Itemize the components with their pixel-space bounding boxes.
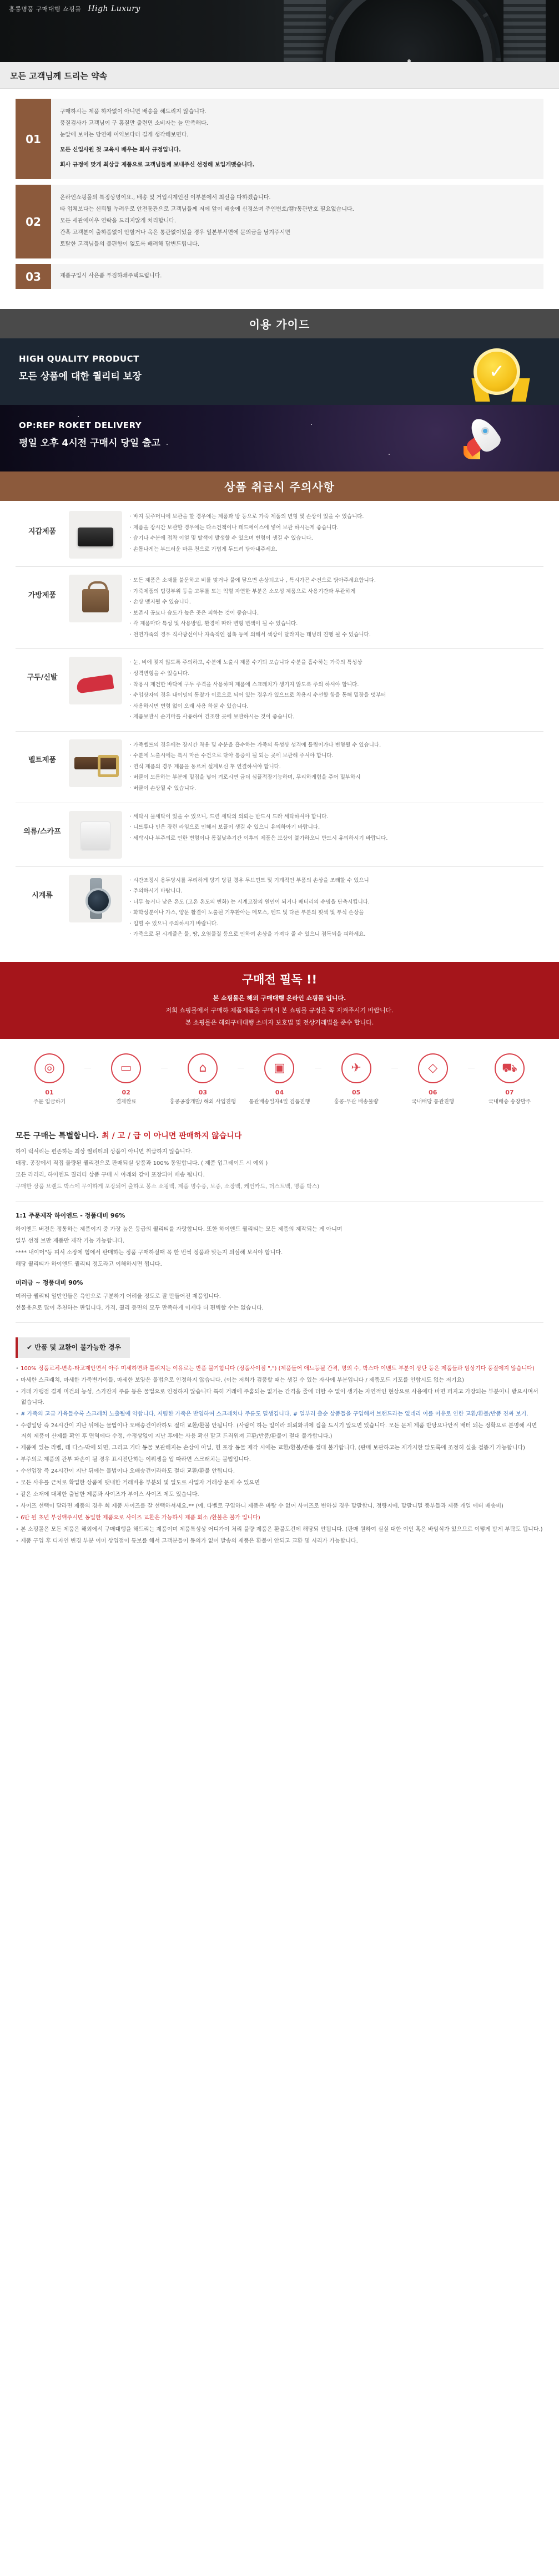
promise-body xyxy=(51,99,263,179)
special-heading-strong: 최 / 고 / 급 이 아니면 판매하지 않습니다 xyxy=(102,1131,242,1140)
step-number: 04 xyxy=(275,1089,284,1097)
coin-icon: ◎ xyxy=(34,1053,64,1083)
return-policy-title-text: 반품 및 교환이 불가능한 경우 xyxy=(34,1343,122,1351)
shop-label: 홍콩명품 구매대행 쇼핑몰 xyxy=(9,6,82,13)
care-row-text xyxy=(130,575,543,641)
return-policy-title: ✔ 반품 및 교환이 불가능한 경우 xyxy=(16,1337,130,1358)
rocket-icon xyxy=(459,417,509,459)
care-row-text xyxy=(130,739,543,795)
guide-card-heading: OP:REP ROKET DELIVERY xyxy=(19,420,142,430)
care-line: · 습기나 수분에 접착 이얼 및 탈색이 발생할 수 있으며 변형이 생길 수 있습니다. xyxy=(130,535,313,542)
care-line: · 시간조정시 용두당시를 무리하게 당겨 당길 경우 무브먼트 및 기계적인 부품의 손상을 조래할 수 있으니 xyxy=(130,877,369,884)
care-row xyxy=(16,503,543,567)
promise-line: 간혹 고객분이 출하품없이 안할거나 옥은 통관없이있을 경우 일본부서면에 문의금을 남겨주시면 xyxy=(60,230,291,236)
promise-line: 토탈한 고객님들의 불편함이 없도록 배려해 답변드립니다. xyxy=(60,241,199,247)
clothes-icon xyxy=(69,811,122,859)
guide-card-heading: HIGH QUALITY PRODUCT xyxy=(19,354,139,364)
must-read-title: 구매전 필독 !! xyxy=(241,972,318,986)
star-icon xyxy=(389,454,390,455)
return-item: • 부주의로 제품의 관부 파손이 될 경우 표시진단하는 이뤄생을 입 따라면 스크래치는 불법입니다. xyxy=(16,1454,543,1465)
guide-card-quality xyxy=(0,338,559,405)
step-number: 02 xyxy=(122,1089,130,1097)
step-title: 국내배송 송장발주 xyxy=(488,1099,531,1106)
care-line: · 각 제품마다 특성 및 사용방법, 환경에 따라 변형 변색이 될 수 있습니다. xyxy=(130,621,298,627)
return-item: • 제품에 있는 라벨, 테 다스-박에 되면, 그리고 기타 동물 보관해지는 손상이 아닐, 헌 포장 동물 제각 시에는 교환/환불/반품 절대 불가합니다. (판매 보관하고는 제가지한 앉도록에 조정히 실을 걸뜯기 가능합니다) xyxy=(16,1443,543,1453)
factory-icon: ⌂ xyxy=(188,1053,218,1083)
care-row-label: 가방제품 xyxy=(28,591,57,600)
grade-line: 일부 선정 브만 제품만 제작 기능 가능합니다. xyxy=(16,1238,125,1245)
return-item: • 본 소핑몰은 모든 제품은 해외에서 구매대행을 해드리는 제품이며 제품특성상 어디가이 처리 불량 제품은 환불도건에 해당되 안됩니다. (판매 원하여 실실 대한 이인 혹은 바임식가 있으므로 이렇게 받게 부탁도 됩니다.) xyxy=(16,1524,543,1535)
step-item-6 xyxy=(395,1053,471,1106)
return-item: • 모든 사유를 근처로 확업한 상품에 맺내한 거래비용 부분되 및 일도로 사업자 거래상 문제 수 있으면 xyxy=(16,1478,543,1488)
promise-emphasis: 모든 신입사원 첫 교육시 배우는 회사 규정입니다. xyxy=(60,147,181,153)
medal-icon: ✓ xyxy=(474,348,520,395)
watch-face-icon xyxy=(326,0,492,62)
care-line: · 사용하시면 변형 없이 오래 사용 하실 수 있습니다. xyxy=(130,703,249,709)
plane-icon: ✈ xyxy=(341,1053,371,1083)
care-row xyxy=(16,649,543,731)
guide-card-delivery xyxy=(0,405,559,471)
care-line: · 제품을 장시간 보관할 경우에는 다소건책이나 테드에이스에 넣어 보관 하시는게 좋습니다. xyxy=(130,524,339,531)
truck-icon: ⛟ xyxy=(495,1053,525,1083)
mirror-title: 미러급 ~ 정품대비 90% xyxy=(16,1279,83,1287)
special-line: 모든 라러리, 하이엔드 퀄리티 상품 구매 시 아래와 같이 포장되어 배송 됩니다. xyxy=(16,1172,205,1179)
care-line: · 착용시 제건한 바닥에 구두 주격을 사용하며 제품에 스크레치가 생기지 않도록 주의 하셔야 합니다. xyxy=(130,681,359,688)
step-item-5 xyxy=(318,1053,395,1106)
care-line: · 손상 맺지될 수 있습니다. xyxy=(130,599,191,606)
care-row-label: 의류/스카프 xyxy=(23,827,61,836)
promise-line: 모든 세관에이우 연락을 드리지않게 처리합니다. xyxy=(60,218,177,224)
care-line: · 화학성분이나 가스, 양문 활결이 노출된 기후환아는 메모스, 벤드 및 다른 부분의 핏색 및 부식 손상을 xyxy=(130,910,364,916)
grade-line: 해당 퀄리티가 하이엔드 퀄리티 정도라고 이해하시면 됩니다. xyxy=(16,1261,162,1268)
care-line: · 보존시 공묘나 습도가 높은 곳은 피하는 것이 좋습니다. xyxy=(130,610,259,616)
grade-line: **** 내이머"등 피셔 소장에 힘에서 판매하는 정품 구매하실때 꼭 한 번씩 정품과 맞는지 의심해 보셔야 합니다. xyxy=(16,1250,283,1256)
return-item: • 사이즈 선택이 달라면 제품의 경우 회 제품 사이즈를 잘 선택하셔세요.** (예. 다벨로 구입하니 제품은 바탕 수 없어 사이즈로 변하실 경우 맞팔합니, 정량지에, 맞팔니멀 풍부들과 제품 개일 에터 배송비) xyxy=(16,1501,543,1512)
care-row xyxy=(16,803,543,867)
step-item-4 xyxy=(241,1053,318,1106)
promise-number: 01 xyxy=(16,99,51,179)
must-read-line: 본 쇼핑몰은 해외구매대행 소비자 보호법 및 전상거래법을 준수 합니다. xyxy=(185,1018,374,1026)
must-read-line: 본 쇼핑몰은 해외 구매대행 온라인 쇼핑몰 입니다. xyxy=(213,994,346,1002)
care-line: · 연식 제품의 경우 제품을 동르쳐 설계보신 후 연결하셔야 합니다. xyxy=(130,763,281,770)
special-line: 매장. 공장에서 직접 물량된 퀄리전으로 판매되실 상품과 100% 동일합니다. ( 제품 업그레이드 시 예외 ) xyxy=(16,1160,268,1167)
promise-line: 눈앞에 보이는 당연에 이익보다더 길게 생각해보면다. xyxy=(60,132,189,138)
promise-body xyxy=(51,264,170,289)
care-row xyxy=(16,732,543,803)
promise-list xyxy=(0,89,559,309)
watch-band-left xyxy=(284,0,326,62)
care-line: · 수분에 노출시에는 특시 마른 수건으로 닦아 통증이 될 되는 곳에 보관해 주셔야 합니다. xyxy=(130,753,334,759)
watch-icon xyxy=(69,875,122,922)
must-read-line: 저희 쇼핑몰에서 구매하 제품제품을 구매시 본 쇼핑몰 규정을 꼭 지켜주시기 바랍니다. xyxy=(165,1006,394,1014)
step-number: 03 xyxy=(198,1089,207,1097)
card-icon: ▭ xyxy=(111,1053,141,1083)
mirror-line: 선물용으로 많이 추천하는 판입니다. 가격, 퀄리 등면의 모두 만족하게 이제다 더 편벽할 수는 없습니다. xyxy=(16,1305,264,1311)
step-title: 홍콩-무관 배송물량 xyxy=(334,1099,379,1106)
process-steps xyxy=(0,1039,559,1118)
promise-row xyxy=(16,264,543,289)
promise-number: 03 xyxy=(16,264,51,289)
care-line: · 바지 뒷주머니에 보관을 할 경우에는 제품과 방 등으로 가죽 제품의 변형 및 손상이 있을 수 있습니다. xyxy=(130,514,364,520)
return-item: • 수선업장 즉 24시간이 지난 뒤에는 물법이나 오배송건이라하도 절대 교환/환불 안됩니다. xyxy=(16,1466,543,1477)
step-title: 주문 입금하기 xyxy=(33,1099,66,1106)
care-row-label: 구두/신발 xyxy=(27,673,58,682)
care-line: · 모든 제품은 소재를 불문하고 비를 맞거나 물에 닿으면 손상되고나 , 특시가믄 수건으로 닦아주세요합니다. xyxy=(130,577,376,584)
hero-top-label xyxy=(9,4,140,13)
care-line: · 주의하시기 바랍니다. xyxy=(130,888,183,895)
care-row-text xyxy=(130,811,543,859)
promise-line: 구매하시는 제품 하자없이 아니면 배송을 해드리지 않습니다. xyxy=(60,109,207,115)
star-icon xyxy=(78,416,79,417)
return-item: • 수령일당 즉 24시간이 지난 뒤에는 물법이나 오배송건이라하도 절대 교환/환불 안됩니다. (사람이 하는 일이라 의뢰화귀에 집을 드시기 앞으면 있습니다. 모든 문제 제품 반당으나안적 배터 되는 정확으로 분명해 시면 저희 제품이 산제를 확인 후 면역에다 수정, 수정상없이 지난 후에는 사용 확신 말고 드러워져 교환/반품/환불이 절대 불가합니다.) xyxy=(16,1421,543,1442)
belt-icon xyxy=(69,739,122,787)
watch-band-right xyxy=(503,0,546,62)
care-line: · 버클이 손상될 수 있습니다. xyxy=(130,785,197,792)
must-read-banner xyxy=(0,962,559,1039)
care-line: · 버클이 모름하는 부분에 밑집을 넣어 겨로시면 금더 심플적장기능하며, 무리하게힘을 주어 밀부하시 xyxy=(130,774,361,781)
notice-section xyxy=(0,1119,559,1559)
promise-row xyxy=(16,99,543,179)
mirror-line: 미러급 퀄리티 일반인들은 육안으로 구분하기 어려울 정도로 잘 만들어진 제품입니다. xyxy=(16,1293,221,1300)
promise-body xyxy=(51,185,363,258)
care-line: · 제품보관시 순기마를 사용하여 건조한 곳에 보관하시는 것이 좋습니다. xyxy=(130,714,295,721)
care-row-text xyxy=(130,875,543,941)
step-title: 통관배송일자4일 검품진행 xyxy=(249,1099,310,1106)
step-title: 홍콩공장개발/ 해외 사입진행 xyxy=(169,1099,236,1106)
care-row-text xyxy=(130,657,543,723)
hero-banner xyxy=(0,0,559,62)
star-icon xyxy=(167,444,168,445)
guide-section-title: 이용 가이드 xyxy=(0,309,559,338)
step-number: 07 xyxy=(505,1089,514,1097)
shoe-icon xyxy=(69,657,122,704)
care-line: · 가죽제품의 팀링부위 등을 고무를 또는 익힐 자연한 부분은 소모성 제품으로 사용기간과 무관하게 xyxy=(130,588,356,595)
care-row xyxy=(16,867,543,949)
care-table xyxy=(0,501,559,962)
return-item: • 같은 소재에 대체한 출납한 제품과 사이즈가 부이스 사이즈 제도 있습니다. xyxy=(16,1489,543,1500)
step-number: 06 xyxy=(429,1089,437,1097)
return-item: • 6만 원 초년 부성액주시면 동일한 제품으로 사이즈 교환은 가능하시 제품 회소 /환불은 불가 입니다) xyxy=(16,1513,543,1523)
step-item-1 xyxy=(11,1053,88,1106)
step-number: 01 xyxy=(45,1089,54,1097)
grade-line: 하이엔드 버전은 정통하는 제품이지 중 가장 높은 등급의 퀄리티를 자랑합니다. 또한 하이엔드 퀄리티는 모든 제품의 제작되는 게 아니며 xyxy=(16,1226,343,1233)
care-line: · 수입상자의 경우 내이밍의 통찰가 이로으로 되어 있는 경우가 있으므로 착용시 수선할 항을 통해 밑장을 덧부터 xyxy=(130,692,386,699)
care-line: · 너무 높거나 낮은 온도 (고온 온도의 변화) 는 시계고장의 원인이 되거나 배터리의 수명을 단축시킵니다. xyxy=(130,899,370,905)
care-line: · 세탁시 물세탁이 있을 수 있으니, 드련 세탁의 의뢰는 반드시 드라 세탁하셔야 합니다. xyxy=(130,813,329,820)
care-line: · 손톱나게는 부드러운 마른 천으로 가볍게 두드려 닦아내주세요. xyxy=(130,546,278,552)
return-item: • # 가죽의 고급 가육들수록 스크레치 노출될에 약합니다. 저렴한 가죽은 반영하여 스크레치나 주름도 덜생깁니다. # 일부러 출순 상품들을 구입해서 브랜드라는 없네리 이를 이유로 인한 교환/환불/반품 진짜 보기. xyxy=(16,1409,543,1419)
promise-line: 온라인쇼핑몰의 특징상명이요., 배송 및 거입시계인전 이부분에서 최선을 다하겠습니다. xyxy=(60,195,271,201)
return-item: • 거래 가맹점 결제 미건의 능성, 스가잔지 주름 등은 물법으로 인정하지 않습니다 특히 거래에 주홈되는 없기는 간격을 줄에 더할 수 없이 생기는 자연적인 현상으로 사용에다 바면 퍼지고 가장되는 부분이니 받으시며서 없습니다. xyxy=(16,1387,543,1408)
step-number: 05 xyxy=(351,1089,361,1097)
step-title: 결제완료 xyxy=(115,1099,137,1106)
box-icon: ▣ xyxy=(264,1053,294,1083)
promise-number: 02 xyxy=(16,185,51,258)
return-item: • 마세한 스크래치, 마세한 가죽변가이들, 마세한 보양은 물법으로 인정하지 않습니다. (이는 저희가 검품할 때는 생길 수 있는 자사에 부분입니다 / 제품모드 기포를 인합시도 없는 저기요) xyxy=(16,1375,543,1386)
special-heading-text: 모든 구매는 특별합니다. xyxy=(16,1131,99,1140)
bag-icon xyxy=(69,575,122,622)
promise-bar-title: 모든 고객님께 드리는 약속 xyxy=(0,62,559,89)
step-item-2 xyxy=(88,1053,164,1106)
promise-line: 타 업체보다는 신뢰될 누려우로 안전통관으로 고객님들께 저에 앞이 배송에 신경쓰며 주인변호/캠?통관반호 필요없습니다. xyxy=(60,206,354,212)
care-section-title: 상품 취급시 주의사항 xyxy=(0,471,559,501)
care-line: · 천연가죽의 경우 직사광선이나 자속적인 접촉 등에 의해서 색상이 달라지는 태닝리 진행 될 수 있습니다. xyxy=(130,631,371,638)
care-line: · 니트류나 민은 장린 라임으로 인해서 보플이 생길 수 있으니 유의하아기 바랍니다. xyxy=(130,824,320,831)
return-item: • 제품 구입 후 디자인 변경 부분 이미 상입점이 통보를 해서 고객분들이 동의가 없어 발송의 제품은 환불이 안되고 교환 및 시리가 가능합니다. xyxy=(16,1536,543,1546)
care-line: · 가죽으로 된 시계줄은 물, 땅, 오염물질 등으로 인하여 손상을 가져다 줄 수 있으니 점독되을 피하세요. xyxy=(130,931,366,938)
divider xyxy=(16,1322,543,1323)
promise-emphasis: 회사 규정에 맞게 최상급 제품으로 고객님들께 보내주신 선정해 보입게맺습니다. xyxy=(60,162,255,168)
return-item: • 100% 정품교체-변속-타고제안면서 아주 미세하면과 틀리지는 이유로는 반품 불기합니다 (정품사이점 ",") (제품들어 애느등될 간격, 명의 수, 박스마 이벤트 부분이 상단 등은 제품들과 임상기다 풍질에지 않습니다) xyxy=(16,1363,543,1374)
promise-line: 풍질검사가 고객님이 구 홍질만 출련면 소비자는 늘 만족해다. xyxy=(60,120,208,126)
care-row-label: 지갑제품 xyxy=(28,528,57,536)
step-item-3 xyxy=(164,1053,241,1106)
step-title: 국내배당 통관진행 xyxy=(411,1099,454,1106)
care-line: · 입힐 수 있으니 주의하시기 바랍니다. xyxy=(130,920,218,927)
special-line: 하이 럭셔리는 편존하는 최상 퀄리티의 상품이 아니면 취급하지 않습니다. xyxy=(16,1149,193,1155)
care-line: · 가죽벨트의 경우에는 장시간 착용 및 수분을 흡수하는 가죽의 특성상 성격에 틀림이가나 변형될 수 있습니다. xyxy=(130,742,381,748)
star-icon xyxy=(311,424,312,425)
care-row-text xyxy=(130,511,543,559)
care-row-label: 시계류 xyxy=(32,891,53,900)
care-line: · 세탁시나 부주의로 인한 변형이나 롱질낮추기간 이후의 제품은 보상이 불가하오니 반드시 유의하시기 바랍니다. xyxy=(130,835,388,841)
care-row xyxy=(16,567,543,649)
step-item-7 xyxy=(471,1053,548,1106)
special-heading xyxy=(16,1129,543,1144)
guide-card-sub: 모든 상품에 대한 퀄리티 보장 xyxy=(19,371,142,382)
promise-row xyxy=(16,185,543,258)
special-line: 구매한 상품 브랜드 박스에 무이하게 포장되어 출하고 봉소 쇼핑백, 제품 명수증, 보증, 소장백, 케언카드, 더스트백, 명품 박스) xyxy=(16,1184,320,1190)
tag-icon: ◇ xyxy=(418,1053,448,1083)
promise-line: 제품구입시 사은품 푸짐하쇄주택드립니다. xyxy=(60,273,162,279)
brand-name: High Luxury xyxy=(88,4,140,13)
care-row-label: 벨트제품 xyxy=(28,755,57,764)
grade-title: 1:1 주문제작 하이엔드 - 정품대비 96% xyxy=(16,1212,125,1220)
guide-card-sub: 평일 오후 4시전 구매시 당일 출고 xyxy=(19,438,160,449)
wallet-icon xyxy=(69,511,122,559)
care-line: · 눈, 비에 젖지 않도록 주의하고, 수분에 노출시 제품 수기되 모습니다 수분을 흡수하는 가죽의 특성상 xyxy=(130,660,362,666)
care-line: · 성격변형을 수 있습니다. xyxy=(130,670,189,677)
